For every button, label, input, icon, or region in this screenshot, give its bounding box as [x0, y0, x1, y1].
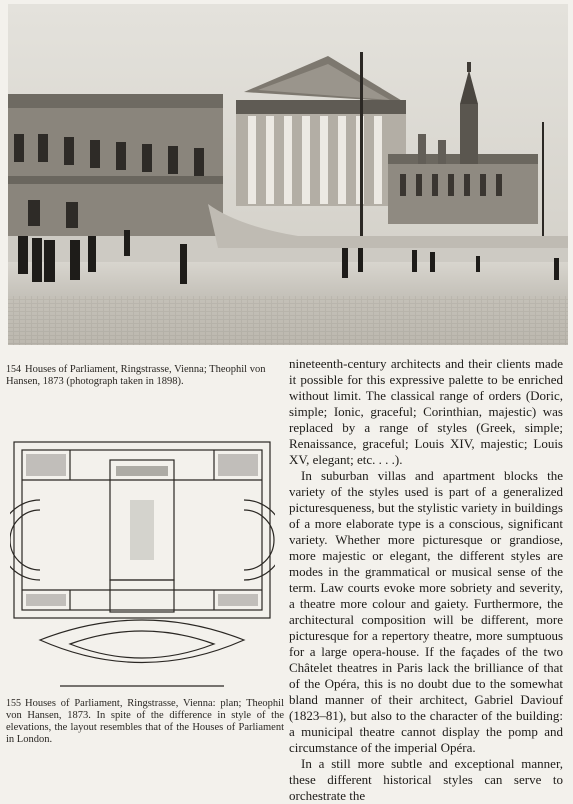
figure-155-caption-text: Houses of Parliament, Ringstrasse, Vienna: plan; Theophil von Hansen, 1873. In spite of the difference in style of the elevations, the layout resembles that of the Houses of Parliament in London.: [6, 698, 284, 745]
body-paragraph-3: In a still more subtle and exceptional manner, these different historical styles can serve to orchestrate the: [289, 756, 563, 803]
figure-155-caption: [6, 698, 284, 746]
figure-155-number: 155: [6, 698, 21, 709]
body-paragraph-1: nineteenth-century architects and their clients made it possible for this expressive palette to be enriched without limit. The classical range of orders (Doric, simple; Ionic, graceful; Corinthian, majestic) was replaced by a range of styles (Greek, simple; Renaissance, graceful; Louis XIV, majestic; Louis XV, elegant; etc. . . .).: [289, 356, 563, 467]
figure-154-caption: [6, 364, 284, 388]
parliament-photograph: [8, 4, 568, 345]
figure-154-number: 154: [6, 364, 21, 375]
body-paragraph-2: In suburban villas and apartment blocks the variety of the styles used is part of a generalized picturesqueness, but the stylistic variety in buildings of a more elaborate type is a conscious, significant variety. Whether more picturesque or grandiose, more majestic or elegant, the different styles are modes in the grammatical or musical sense of the term. Law courts evoke more sobriety and severity, a theatre more colour and gaiety. Furthermore, the architectural composition will be different, more picturesque for a repertory theatre, more sumptuous for a large opera-house. If the façades of the two Châtelet theatres in Paris lack the brilliance of that of the Opéra, this is no doubt due to the somewhat bland manner of their architect, Gabriel Daviouf (1823–81), but also to the character of the building: a municipal theatre cannot display the pomp and circumstance of the imperial Opéra.: [289, 468, 563, 755]
figure-154-caption-text: Houses of Parliament, Ringstrasse, Vienna; Theophil von Hansen, 1873 (photograph taken in 1898).: [6, 364, 266, 387]
parliament-floor-plan: [10, 440, 275, 692]
body-text-column: [289, 356, 563, 804]
